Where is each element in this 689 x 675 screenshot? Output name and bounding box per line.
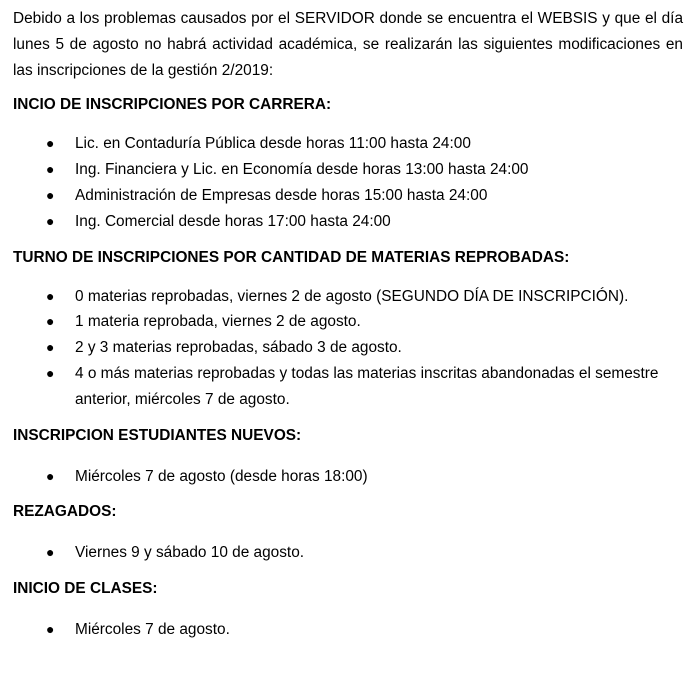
list-item: ● Miércoles 7 de agosto (desde horas 18:00) <box>13 464 683 490</box>
section-heading-inicio-clases: INICIO DE CLASES: <box>13 580 158 598</box>
list-item: ● 4 o más materias reprobadas y todas las materias inscritas abandonadas el semestre anterior, miércoles 7 de agosto. <box>13 361 683 413</box>
list-item: ● Ing. Financiera y Lic. en Economía desde horas 13:00 hasta 24:00 <box>13 157 683 183</box>
bullet-icon: ● <box>46 313 55 330</box>
section-heading-turno-inscripciones: TURNO DE INSCRIPCIONES POR CANTIDAD DE MATERIAS REPROBADAS: <box>13 248 570 266</box>
bullet-icon: ● <box>46 186 55 203</box>
list-inicio-inscripciones <box>13 131 683 234</box>
section-heading-inicio-inscripciones: INCIO DE INSCRIPCIONES POR CARRERA: <box>13 96 332 114</box>
bullet-icon: ● <box>46 161 55 178</box>
bullet-icon: ● <box>46 621 55 638</box>
list-item: ● 1 materia reprobada, viernes 2 de agosto. <box>13 309 683 335</box>
list-turno-inscripciones <box>13 284 683 413</box>
bullet-icon: ● <box>46 287 55 304</box>
bullet-icon: ● <box>46 212 55 229</box>
list-item: ● Ing. Comercial desde horas 17:00 hasta 24:00 <box>13 209 683 235</box>
bullet-icon: ● <box>46 544 55 561</box>
bullet-icon: ● <box>46 467 55 484</box>
list-item: ● Administración de Empresas desde horas 15:00 hasta 24:00 <box>13 183 683 209</box>
list-item: ● 0 materias reprobadas, viernes 2 de agosto (SEGUNDO DÍA DE INSCRIPCIÓN). <box>13 284 683 310</box>
list-item: ● Miércoles 7 de agosto. <box>13 617 683 643</box>
section-heading-estudiantes-nuevos: INSCRIPCION ESTUDIANTES NUEVOS: <box>13 426 302 444</box>
section-heading-rezagados: REZAGADOS: <box>13 503 117 521</box>
bullet-icon: ● <box>46 135 55 152</box>
list-inicio-clases <box>13 617 683 643</box>
list-item: ● 2 y 3 materias reprobadas, sábado 3 de agosto. <box>13 335 683 361</box>
list-rezagados <box>13 540 683 566</box>
intro-paragraph: Debido a los problemas causados por el SERVIDOR donde se encuentra el WEBSIS y que el día lunes 5 de agosto no habrá actividad académica, se realizarán las siguientes modificaciones en las inscripciones de la gestión 2/2019: <box>13 10 683 79</box>
bullet-icon: ● <box>46 364 55 381</box>
list-item: ● Viernes 9 y sábado 10 de agosto. <box>13 540 683 566</box>
bullet-icon: ● <box>46 339 55 356</box>
announcement-document <box>13 6 683 643</box>
list-item: ● Lic. en Contaduría Pública desde horas 11:00 hasta 24:00 <box>13 131 683 157</box>
list-estudiantes-nuevos <box>13 464 683 490</box>
